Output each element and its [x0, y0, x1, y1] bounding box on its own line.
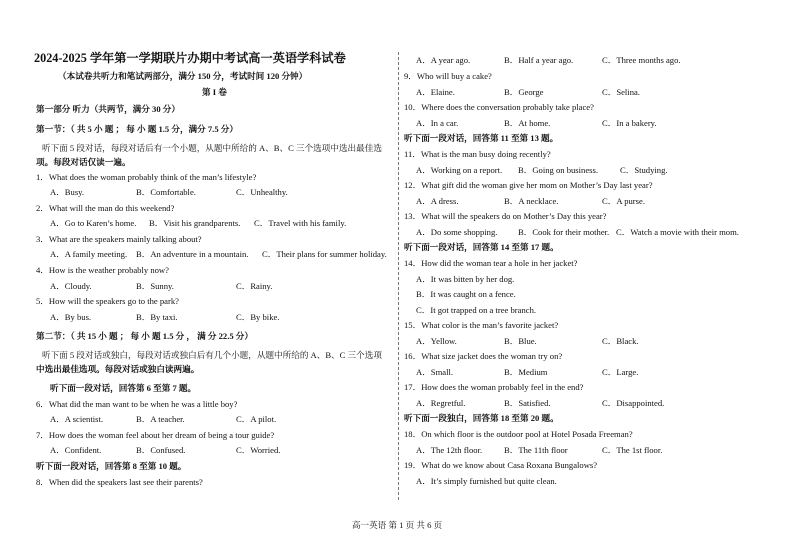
option-c: C．A pilot. — [236, 414, 277, 424]
question-10: 10．Where does the conversation probably take place? — [404, 102, 594, 112]
group-heading-11-13: 听下面一段对话，回答第 11 至第 13 题。 — [404, 133, 559, 143]
option-c: C．Rainy. — [236, 281, 273, 291]
option-a: A．Working on a report. — [416, 165, 503, 175]
option-b: B．Cook for their mother. — [518, 227, 610, 237]
group-heading-14-17: 听下面一段对话，回答第 14 至第 17 题。 — [404, 242, 559, 252]
option-b: B．Medium — [504, 367, 548, 377]
question-19: 19．What do we know about Casa Roxana Bungalows? — [404, 460, 598, 470]
question-14-option-b: B．It was caught on a fence. — [416, 289, 516, 299]
option-a: A．Yellow. — [416, 336, 457, 346]
question-2: 2．What will the man do this weekend? — [36, 203, 175, 213]
question-18: 18．On which floor is the outdoor pool at Hotel Posada Freeman? — [404, 429, 633, 439]
question-7: 7．How does the woman feel about her dream of being a tour guide? — [36, 430, 275, 440]
option-b: B．An adventure in a mountain. — [136, 249, 249, 259]
group-heading-8-10: 听下面一段对话，回答第 8 至第 10 题。 — [36, 461, 187, 471]
option-a: A．Confident. — [50, 445, 102, 455]
option-c: C．Worried. — [236, 445, 281, 455]
page-subtitle: （本试卷共听力和笔试两部分，满分 150 分，考试时间 120 分钟） — [58, 71, 308, 81]
volume-label: 第 I 卷 — [202, 87, 227, 97]
section-heading-1: 第一节：（ 共 5 小 题 ； 每 小 题 1.5 分，满分 7.5 分） — [36, 124, 238, 134]
option-c: C．The 1st floor. — [602, 445, 663, 455]
group-heading-6-7: 听下面一段对话，回答第 6 至第 7 题。 — [50, 383, 197, 393]
option-c: C．Travel with his family. — [254, 218, 347, 228]
option-c: C．Unhealthy. — [236, 187, 288, 197]
question-17: 17．How does the woman probably feel in the end? — [404, 382, 584, 392]
option-a: A．A dress. — [416, 196, 459, 206]
question-9: 9．Who will buy a cake? — [404, 71, 492, 81]
option-a: A．Busy. — [50, 187, 85, 197]
question-14-option-a: A．It was bitten by her dog. — [416, 274, 515, 284]
question-16: 16．What size jacket does the woman try on? — [404, 351, 563, 361]
option-b: B．Going on business. — [518, 165, 598, 175]
option-c: C．Large. — [602, 367, 639, 377]
option-c: C．Black. — [602, 336, 639, 346]
question-1: 1．What does the woman probably think of the man’s lifestyle? — [36, 172, 257, 182]
option-b: B．A teacher. — [136, 414, 185, 424]
option-c: C．Selina. — [602, 87, 640, 97]
question-4: 4．How is the weather probably now? — [36, 265, 169, 275]
option-a: A．By bus. — [50, 312, 92, 322]
option-a: A．Do some shopping. — [416, 227, 498, 237]
question-8: 8．When did the speakers last see their parents? — [36, 477, 203, 487]
question-13: 13．What will the speakers do on Mother’s Day this year? — [404, 211, 607, 221]
question-14-option-c: C．It got trapped on a tree branch. — [416, 305, 537, 315]
option-a: A．A year ago. — [416, 55, 471, 65]
option-a: A．The 12th floor. — [416, 445, 483, 455]
instruction-1: 听下面 5 段对话，每段对话后有一个小题，从题中所给的 A、B、C 三个选项中选出最佳选 — [42, 143, 382, 153]
question-19-option-a: A．It’s simply furnished but quite clean. — [416, 476, 557, 486]
page-footer: 高一英语 第 1 页 共 6 页 — [351, 520, 443, 530]
option-a: A．Go to Karen’s home. — [50, 218, 137, 228]
section-heading-2: 第二节：（ 共 15 小 题 ； 每 小 题 1.5 分 ， 满 分 22.5 分） — [36, 331, 253, 341]
option-b: B．Comfortable. — [136, 187, 196, 197]
group-heading-18-20: 听下面一段独白，回答第 18 至第 20 题。 — [404, 413, 559, 423]
question-3: 3．What are the speakers mainly talking about? — [36, 234, 202, 244]
option-b: B．The 11th floor — [504, 445, 568, 455]
instruction-2: 听下面 5 段对话或独白，每段对话或独白后有几个小题，从题中所给的 A、B、C 三个选项 — [42, 350, 382, 360]
option-b: B．Sunny. — [136, 281, 174, 291]
instruction-2-cont: 中选出最佳选项。每段对话或独白读两遍。 — [36, 364, 200, 374]
option-c: C．Studying. — [620, 165, 668, 175]
question-6: 6．What did the man want to be when he was a little boy? — [36, 399, 238, 409]
option-c: C．In a bakery. — [602, 118, 657, 128]
option-b: B．Visit his grandparents. — [149, 218, 241, 228]
instruction-1-cont: 项。每段对话仅读一遍。 — [36, 157, 131, 167]
option-c: C．A purse. — [602, 196, 645, 206]
option-b: B．Confused. — [136, 445, 186, 455]
question-5: 5．How will the speakers go to the park? — [36, 296, 179, 306]
option-b: B．At home. — [504, 118, 551, 128]
option-c: C．Watch a movie with their mom. — [616, 227, 739, 237]
question-12: 12．What gift did the woman give her mom on Mother’s Day last year? — [404, 180, 653, 190]
option-a: A．Cloudy. — [50, 281, 92, 291]
option-b: B．Satisfied. — [504, 398, 551, 408]
option-b: B．Half a year ago. — [504, 55, 574, 65]
option-a: A．Elaine. — [416, 87, 455, 97]
option-c: C．Three months ago. — [602, 55, 681, 65]
part-heading: 第一部分 听力（共两节，满分 30 分） — [36, 104, 180, 114]
option-a: A．A family meeting. — [50, 249, 128, 259]
option-a: A．Regretful. — [416, 398, 466, 408]
option-b: B．A necklace. — [504, 196, 559, 206]
column-divider — [398, 52, 399, 500]
option-c: C．By bike. — [236, 312, 280, 322]
option-a: A．A scientist. — [50, 414, 103, 424]
option-a: A．Small. — [416, 367, 454, 377]
question-14: 14．How did the woman tear a hole in her jacket? — [404, 258, 578, 268]
page-title: 2024-2025 学年第一学期联片办期中考试高一英语学科试卷 — [34, 51, 346, 65]
option-c: C．Their plans for summer holiday. — [262, 249, 387, 259]
option-b: B．Blue. — [504, 336, 537, 346]
option-c: C．Disappointed. — [602, 398, 665, 408]
option-b: B．George — [504, 87, 544, 97]
question-11: 11．What is the man busy doing recently? — [404, 149, 551, 159]
question-15: 15．What color is the man’s favorite jacket? — [404, 320, 559, 330]
option-b: B．By taxi. — [136, 312, 178, 322]
option-a: A．In a car. — [416, 118, 459, 128]
